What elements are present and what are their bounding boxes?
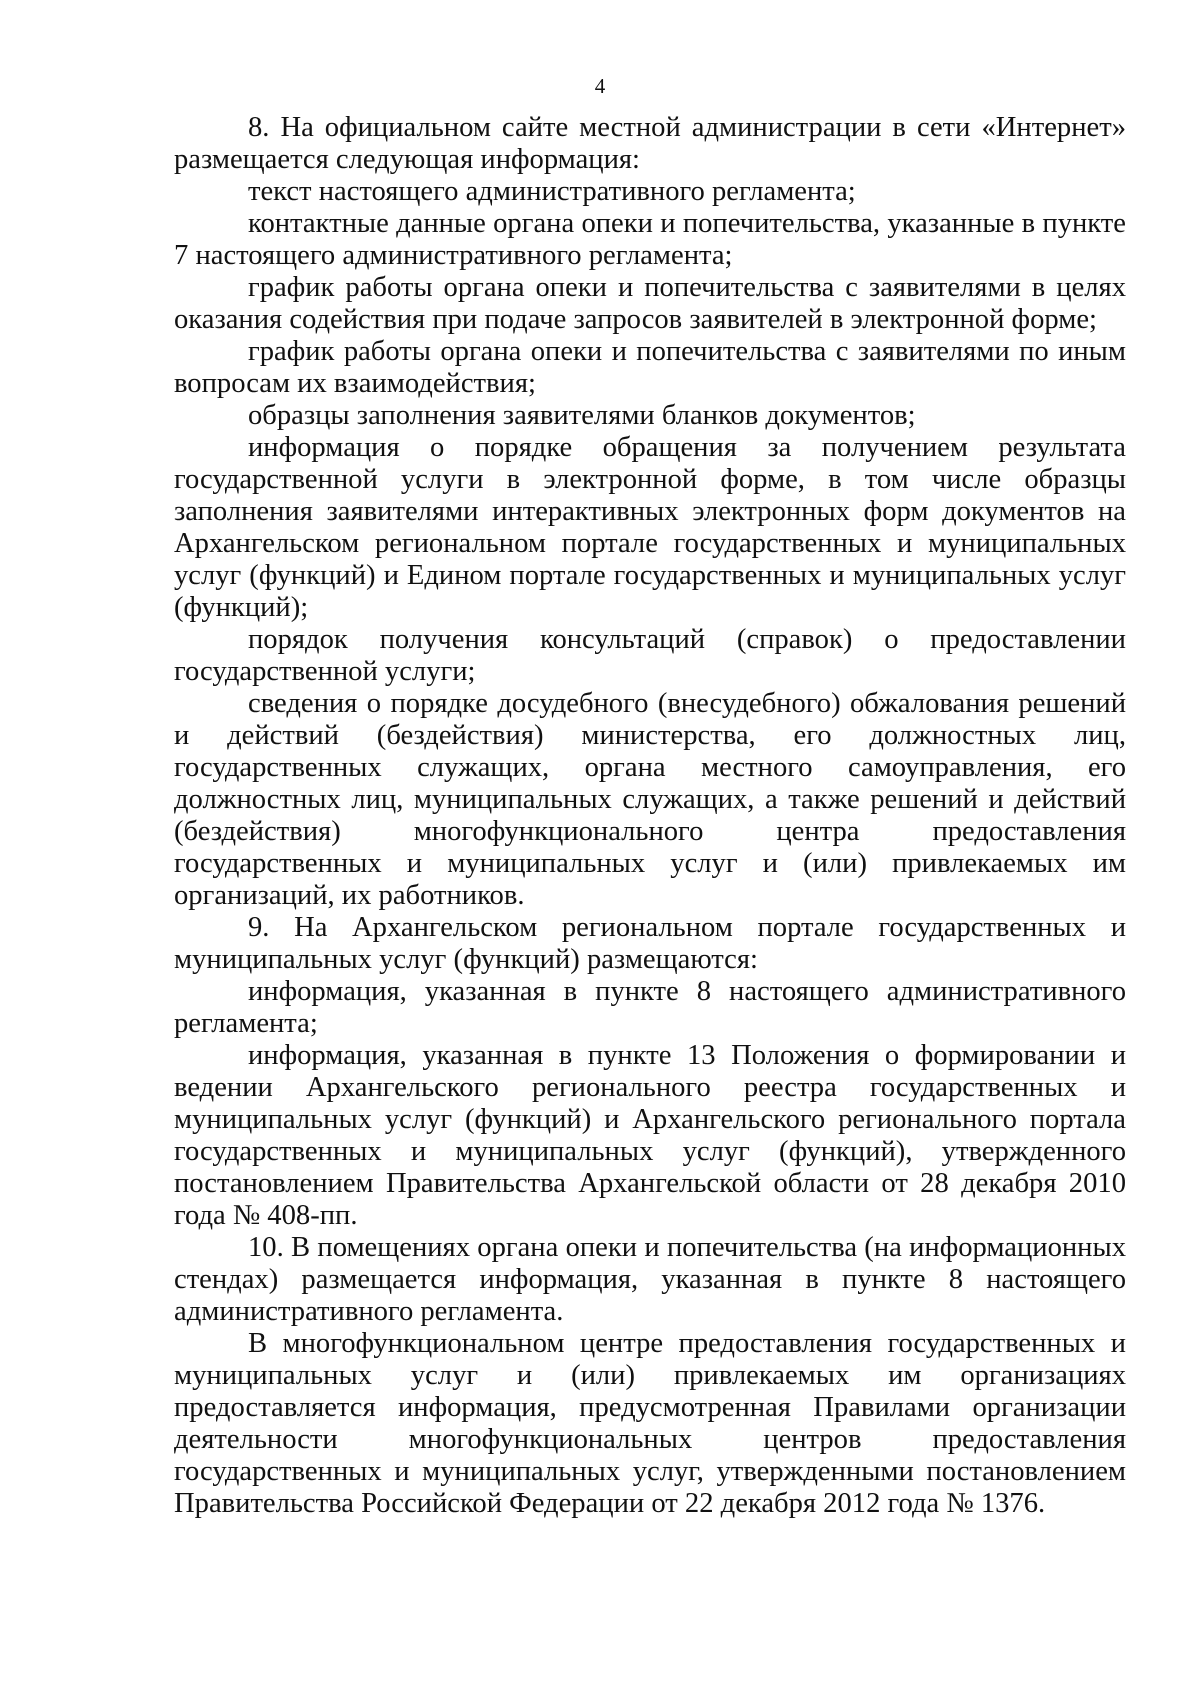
list-item: график работы органа опеки и попечительства с заявителями по иным вопросам их взаимодействия; (174, 336, 1126, 399)
paragraph-9-intro: 9. На Архангельском региональном портале государственных и муниципальных услуг (функций) размещаются: (174, 912, 1126, 975)
list-item: информация о порядке обращения за получением результата государственной услуги в электронной форме, в том числе образцы заполнения заявителями интерактивных электронных форм документов на Архангельском региональном портале государственных и муниципальных услуг (функций) и Едином портале государственных и муниципальных услуг (функций); (174, 432, 1126, 623)
list-item: информация, указанная в пункте 8 настоящего административного регламента; (174, 976, 1126, 1039)
paragraph-10: 10. В помещениях органа опеки и попечительства (на информационных стендах) размещается информация, указанная в пункте 8 настоящего административного регламента. (174, 1232, 1126, 1327)
list-item: текст настоящего административного регламента; (248, 176, 856, 207)
list-item: образцы заполнения заявителями бланков документов; (248, 400, 916, 431)
list-item: сведения о порядке досудебного (внесудебного) обжалования решений и действий (бездействия) министерства, его должностных лиц, государственных служащих, органа местного самоуправления, его должностных лиц, муниципальных служащих, а также решений и действий (бездействия) многофункционального центра предоставления государственных и муниципальных услуг и (или) привлекаемых им организаций, их работников. (174, 688, 1126, 911)
page-number: 4 (594, 74, 606, 98)
list-item: контактные данные органа опеки и попечительства, указанные в пункте 7 настоящего административного регламента; (174, 208, 1126, 271)
document-body (174, 112, 1126, 1520)
list-item: порядок получения консультаций (справок) о предоставлении государственной услуги; (174, 624, 1126, 687)
paragraph-8-intro: 8. На официальном сайте местной администрации в сети «Интернет» размещается следующая информация: (174, 112, 1126, 175)
paragraph-mfc: В многофункциональном центре предоставления государственных и муниципальных услуг и (или) привлекаемых им организациях предоставляется информация, предусмотренная Правилами организации деятельности многофункциональных центров предоставления государственных и муниципальных услуг, утвержденными постановлением Правительства Российской Федерации от 22 декабря 2012 года № 1376. (174, 1328, 1126, 1519)
list-item: график работы органа опеки и попечительства с заявителями в целях оказания содействия при подаче запросов заявителей в электронной форме; (174, 272, 1126, 335)
list-item: информация, указанная в пункте 13 Положения о формировании и ведении Архангельского регионального реестра государственных и муниципальных услуг (функций) и Архангельского регионального портала государственных и муниципальных услуг (функций), утвержденного постановлением Правительства Архангельской области от 28 декабря 2010 года № 408-пп. (174, 1040, 1126, 1231)
